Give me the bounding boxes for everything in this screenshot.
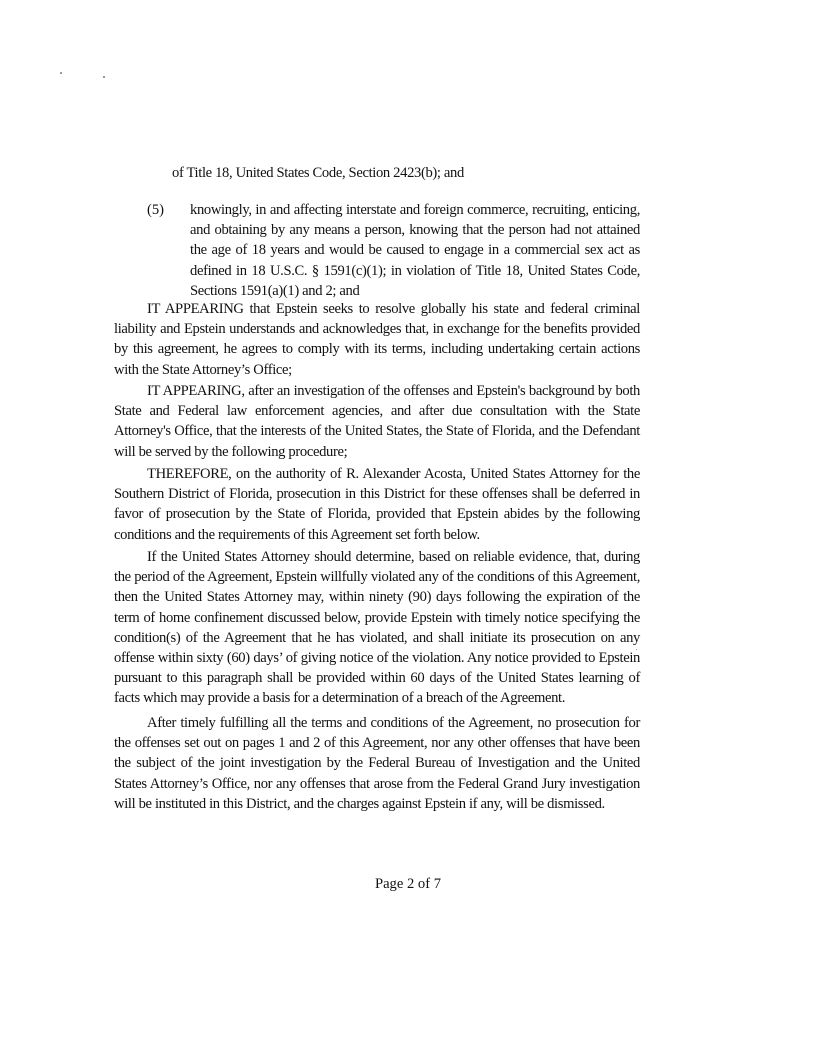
scan-speck [103,76,105,78]
scan-speck [60,72,62,74]
paragraph-it-appearing-1: IT APPEARING that Epstein seeks to resolve globally his state and federal criminal liability and Epstein understands and acknowledges that, in exchange for the benefits provided by this agreement, he agrees to comply with its terms, including undertaking certain actions with the State Attorney’s Office; [114,301,640,378]
page-number: Page 2 of 7 [374,876,442,892]
paragraph-violation-notice: If the United States Attorney should determine, based on reliable evidence, that, during the period of the Agreement, Epstein willfully violated any of the conditions of this Agreement, then the United States Attorney may, within ninety (90) days following the expiration of the term of home confinement discussed below, provide Epstein with timely notice specifying the condition(s) of the Agreement that he has violated, and shall initiate its prosecution on any offense within sixty (60) days’ of giving notice of the violation. Any notice provided to Epstein pursuant to this paragraph shall be provided within 60 days of the United States learning of facts which may provide a basis for a determination of a breach of the Agreement. [114,549,640,707]
paragraph-it-appearing-2: IT APPEARING, after an investigation of the offenses and Epstein's background by both State and Federal law enforcement agencies, and after due consultation with the State Attorney's Office, that the interests of the United States, the State of Florida, and the Defendant will be served by the following procedure; [114,383,640,460]
list-item-number: (5) [147,202,165,218]
continuation-line: of Title 18, United States Code, Section 2423(b); and [172,165,464,181]
paragraph-fulfillment: After timely fulfilling all the terms and conditions of the Agreement, no prosecution for the offenses set out on pages 1 and 2 of this Agreement, nor any other offenses that have been the subject of the joint investigation by the Federal Bureau of Investigation and the United States Attorney’s Office, nor any offenses that arose from the Federal Grand Jury investigation will be instituted in this District, and the charges against Epstein if any, will be dismissed. [114,715,640,812]
paragraph-therefore: THEREFORE, on the authority of R. Alexander Acosta, United States Attorney for the Southern District of Florida, prosecution in this District for these offenses shall be deferred in favor of prosecution by the State of Florida, provided that Epstein abides by the following conditions and the requirements of this Agreement set forth below. [114,466,640,543]
list-item-text: knowingly, in and affecting interstate and foreign commerce, recruiting, enticing, and obtaining by any means a person, knowing that the person had not attained the age of 18 years and would be caused to engage in a commercial sex act as defined in 18 U.S.C. § 1591(c)(1); in violation of Title 18, United States Code, Sections 1591(a)(1) and 2; and [190,202,640,299]
